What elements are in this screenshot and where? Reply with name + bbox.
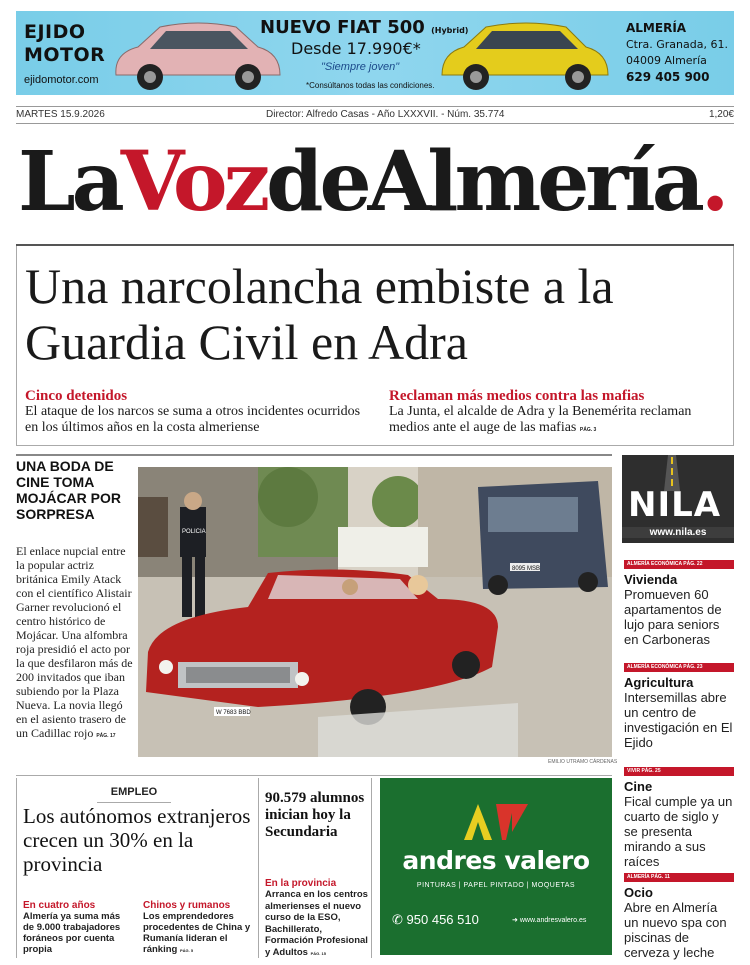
paint-roller-logo-icon [462,802,530,842]
lead-left-text: El ataque de los narcos se suma a otros incidentes ocurridos en los últimos años en la costa almeriense [25,404,361,435]
teaser-vivienda[interactable] [624,560,734,647]
wedding-story-title[interactable]: UNA BODA DE CINE TOMA MOJÁCAR POR SORPRESA [16,458,122,522]
empleo-left-text: Almería ya suma más de 9.000 trabajadores foráneos por cuenta propia [23,911,121,955]
ad-promo-note: *Consúltanos todas las condiciones. [306,81,435,90]
teaser-body: Fical cumple ya un cuarto de siglo y se presenta mirando a sus raíces [624,794,733,869]
photo-credit: EMILIO UTRAMO CÁRDENAS [548,759,618,765]
teaser-section-bar: ALMERÍA ECONÓMICA PÁG. 22 [624,560,734,569]
empleo-left-kicker: En cuatro años [23,900,96,911]
valero-phone[interactable] [392,912,479,928]
ad-brand-line2: MOTOR [24,44,106,66]
lead-right-text: La Junta, el alcalde de Adra y la Benemérita reclaman medios ante el auge de las mafias [389,404,692,435]
arrow-icon: ➜ [512,917,518,924]
ad-address-street: Ctra. Granada, 61. [626,38,728,51]
ad-promo-slogan: "Siempre joven" [321,61,400,73]
secundaria-headline[interactable]: 90.579 alumnos inician hoy la Secundaria [265,790,365,840]
valero-name: andres valero [402,846,590,875]
dateline [16,106,734,124]
teaser-section-bar: VIVIR PÁG. 25 [624,767,734,776]
wedding-cadillac-photo[interactable] [138,467,612,757]
valero-tagline: PINTURAS | PAPEL PINTADO | MOQUETAS [416,882,576,889]
empleo-section-label: EMPLEO [110,786,158,798]
secundaria-page: PÁG. 15 [310,950,326,956]
photo-police-label: POLICIA [182,529,206,535]
lead-story[interactable] [16,246,734,446]
ad-address-phone: 629 405 900 [626,70,710,84]
teaser-heading: Agricultura [624,675,694,690]
secundaria-story[interactable] [258,778,372,958]
bottom-block-divider [16,775,612,776]
nila-advertisement[interactable] [622,455,734,543]
teaser-section-bar: ALMERÍA PÁG. 11 [624,873,734,882]
andres-valero-advertisement[interactable] [380,778,612,955]
empleo-right-kicker: Chinos y rumanos [143,900,231,911]
teaser-body: Promueven 60 apartamentos de lujo para seniors en Carboneras [624,587,722,647]
lead-right-page: PÁG. 3 [579,427,597,433]
teaser-heading: Vivienda [624,572,678,587]
ad-address-zip: 04009 Almería [626,54,707,67]
masthead-la: La [18,134,121,230]
ad-brand-line1: EJIDO [24,21,86,43]
teaser-agricultura[interactable] [624,663,734,750]
issue-price: 1,20€ [708,109,734,120]
ad-promo-title [260,17,468,38]
empleo-right-text: Los emprendedores procedentes de China y Rumanía lideran el ránking [143,911,251,955]
teaser-section-bar: ALMERÍA ECONÓMICA PÁG. 23 [624,663,734,672]
phone-icon: ✆ [392,912,403,927]
valero-phone-number: 950 456 510 [406,912,479,927]
teaser-heading: Ocio [624,885,653,900]
teaser-cine[interactable] [624,767,734,869]
masthead-de: de [266,134,368,230]
teaser-heading: Cine [624,779,653,794]
wedding-story-page: PÁG. 17 [96,733,116,739]
nila-url[interactable]: www.nila.es [622,527,734,538]
wedding-story[interactable] [16,458,134,768]
nila-logo-text: NILA [628,485,722,525]
issue-date: MARTES 15.9.2026 [16,109,105,120]
ad-brand [24,21,105,67]
ad-promo-title-text: NUEVO FIAT 500 [260,17,425,38]
empleo-story[interactable] [16,778,250,958]
teaser-ocio[interactable] [624,873,734,960]
ad-address [626,20,728,86]
masthead-logo[interactable] [18,132,734,232]
secundaria-body [265,889,371,959]
secundaria-kicker: En la provincia [265,878,337,889]
wedding-story-text: El enlace nupcial entre la popular actriz británica Emily Atack con el científico Alistair Garner revolucionó el centro histórico de Mojácar. Una alfombra roja presidió el acto por la que desfilaron más de 200 invitados que iban subiendo por la Plaza Nueva. La novia llegó en el asiento trasero de un Cadillac rojo [16,544,133,740]
top-advertisement[interactable] [16,11,734,95]
lead-right-kicker: Reclaman más medios contra las mafias [389,388,645,404]
ad-address-city: ALMERÍA [626,21,687,35]
lead-subhead-left[interactable] [25,388,370,436]
ad-promo-title-suffix: (Hybrid) [431,26,469,35]
masthead-dot: . [700,134,726,230]
empleo-sub-right [143,900,253,956]
masthead-voz: Voz [120,134,267,230]
empleo-sub-left [23,900,133,955]
teaser-body: Abre en Almería un nuevo spa con piscinas de cerveza y leche [624,900,727,960]
ad-brand-url[interactable]: ejidomotor.com [24,74,99,86]
secundaria-text: Arranca en los centros almerienses el nuevo curso de la ESO, Bachillerato, Formación Profesional y Adultos [265,889,368,958]
empleo-headline[interactable]: Los autónomos extranjeros crecen un 30% en la provincia [23,804,251,876]
teaser-body: Intersemillas abre un centro de investigación en El Ejido [624,690,733,750]
photo-car-plate: W 7683 BBD [216,710,251,716]
photo-van-plate: 8095 MSB [512,566,541,572]
ad-promo-price: Desde 17.990€* [291,39,421,58]
masthead-almeria: Almería [367,134,701,230]
empleo-section-rule [97,802,171,803]
valero-web-url: www.andresvalero.es [519,917,587,924]
director-info: Director: Alfredo Casas - Año LXXXVII. - Núm. 35.774 [266,109,505,120]
empleo-right-page: PÁG. 5 [179,948,194,953]
second-block-divider [16,454,612,456]
wedding-story-body [16,544,134,743]
lead-headline[interactable]: Una narcolancha embiste a la Guardia Civil en Adra [25,258,614,370]
valero-web[interactable] [512,916,586,924]
lead-subhead-right[interactable] [389,388,734,438]
lead-left-kicker: Cinco detenidos [25,388,128,404]
